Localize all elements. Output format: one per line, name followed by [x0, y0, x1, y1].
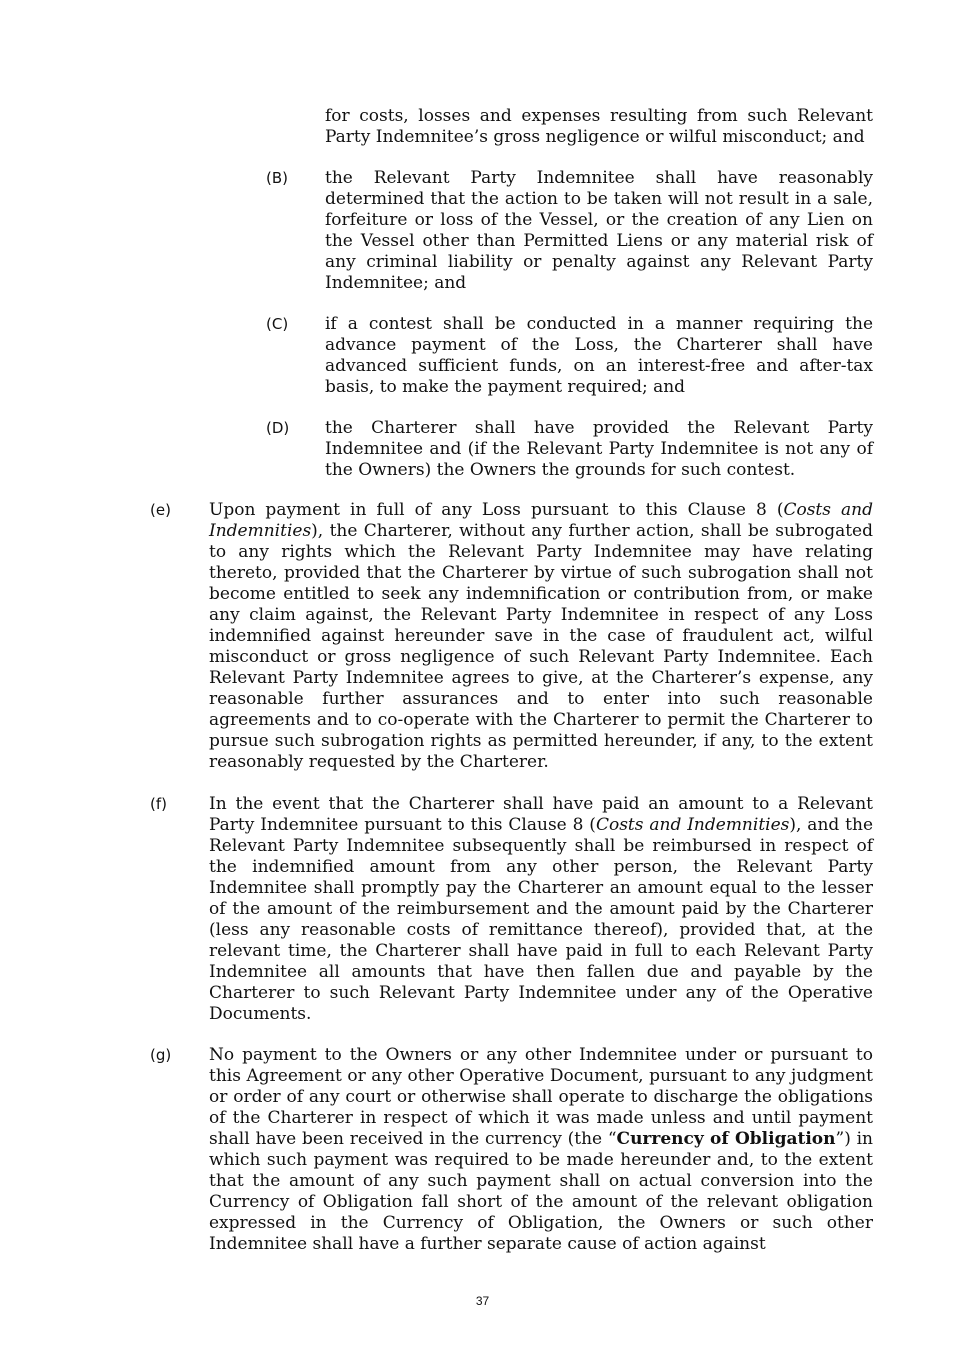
- clause-e-text-b: ), the Charterer, without any further action, shall be subrogated to any rights which the Relevant Party Indemnitee may have relating thereto, provided that the Charterer by virtue of such subrogation shall not become entitled to seek any indemnification or contribution from, or make any claim against, the Relevant Party Indemnitee in respect of any Loss indemnified against hereunder save in the case of fraudulent act, wilful misconduct or gross negligence of such Relevant Party Indemnitee. Each Relevant Party Indemnitee agrees to give, at the Charterer’s expense, any reasonable further assurances and to enter into such reasonable agreements and to co-operate with the Charterer to permit the Charterer to pursue such subrogation rights as permitted hereunder, if any, to the extent reasonably requested by the Charterer.: [209, 521, 873, 772]
- clause-e-italic-ref: Costs and Indemnities: [209, 500, 873, 541]
- clause-g-defined-term: Currency of Obligation: [616, 1129, 836, 1149]
- clause-label-e: (e): [150, 501, 171, 519]
- clause-g-text-a: No payment to the Owners or any other Indemnitee under or pursuant to this Agreement or any other Operative Document, pursuant to any judgment or order of any court or otherwise shall operate to discharge the obligations of the Charterer in respect of which it was made unless and until payment shall have been received in the currency (the “: [209, 1045, 873, 1149]
- clause-label-g: (g): [150, 1046, 172, 1064]
- clause-f-text-a: In the event that the Charterer shall have paid an amount to a Relevant Party Indemnitee pursuant to this Clause 8 (: [209, 794, 873, 835]
- clause-f-text-b: ), and the Relevant Party Indemnitee subsequently shall be reimbursed in respect of the indemnified amount from any other person, the Relevant Party Indemnitee shall promptly pay the Charterer an amount equal to the lesser of the amount of the reimbursement and the amount paid by the Charterer (less any reasonable costs of remittance thereof), provided that, at the relevant time, the Charterer shall have paid in full to each Relevant Party Indemnitee all amounts that have then fallen due and payable by the Charterer to such Relevant Party Indemnitee under any of the Operative Documents.: [209, 815, 874, 1024]
- page-number: 37: [475, 1294, 490, 1308]
- clause-B-text: the Relevant Party Indemnitee shall have reasonably determined that the action to be taken will not result in a sale, forfeiture or loss of the Vessel, or the creation of any Lien on the Vessel other than Permitted Liens or any material risk of any criminal liability or penalty against any Relevant Party Indemnitee; and: [325, 168, 873, 293]
- clause-g-text: [209, 1045, 873, 1255]
- clause-e-text: [209, 500, 873, 773]
- clause-label-C: (C): [266, 315, 289, 333]
- clause-g-text-b: ”) in which such payment was required to be made hereunder and, to the extent that the amount of any such payment shall on actual conversion into the Currency of Obligation fall short of the amount of the relevant obligation expressed in the Currency of Obligation, the Owners or such other Indemnitee shall have a further separate cause of action against: [209, 1129, 873, 1254]
- clause-f-italic-ref: Costs and Indemnities: [595, 815, 790, 835]
- clause-C-text: if a contest shall be conducted in a manner requiring the advance payment of the Loss, the Charterer shall have advanced sufficient funds, on an interest-free and after-tax basis, to make the payment required; and: [325, 314, 873, 397]
- clause-label-f: (f): [150, 795, 167, 813]
- clause-label-B: (B): [266, 169, 288, 187]
- clause-label-D: (D): [266, 419, 290, 437]
- clause-f-text: [209, 794, 873, 1025]
- continuation-paragraph: for costs, losses and expenses resulting from such Relevant Party Indemnitee’s gross negligence or wilful misconduct; and: [325, 106, 873, 147]
- clause-D-text: the Charterer shall have provided the Relevant Party Indemnitee and (if the Relevant Party Indemnitee is not any of the Owners) the Owners the grounds for such contest.: [325, 418, 873, 480]
- clause-e-text-a: Upon payment in full of any Loss pursuant to this Clause 8 (: [209, 500, 784, 520]
